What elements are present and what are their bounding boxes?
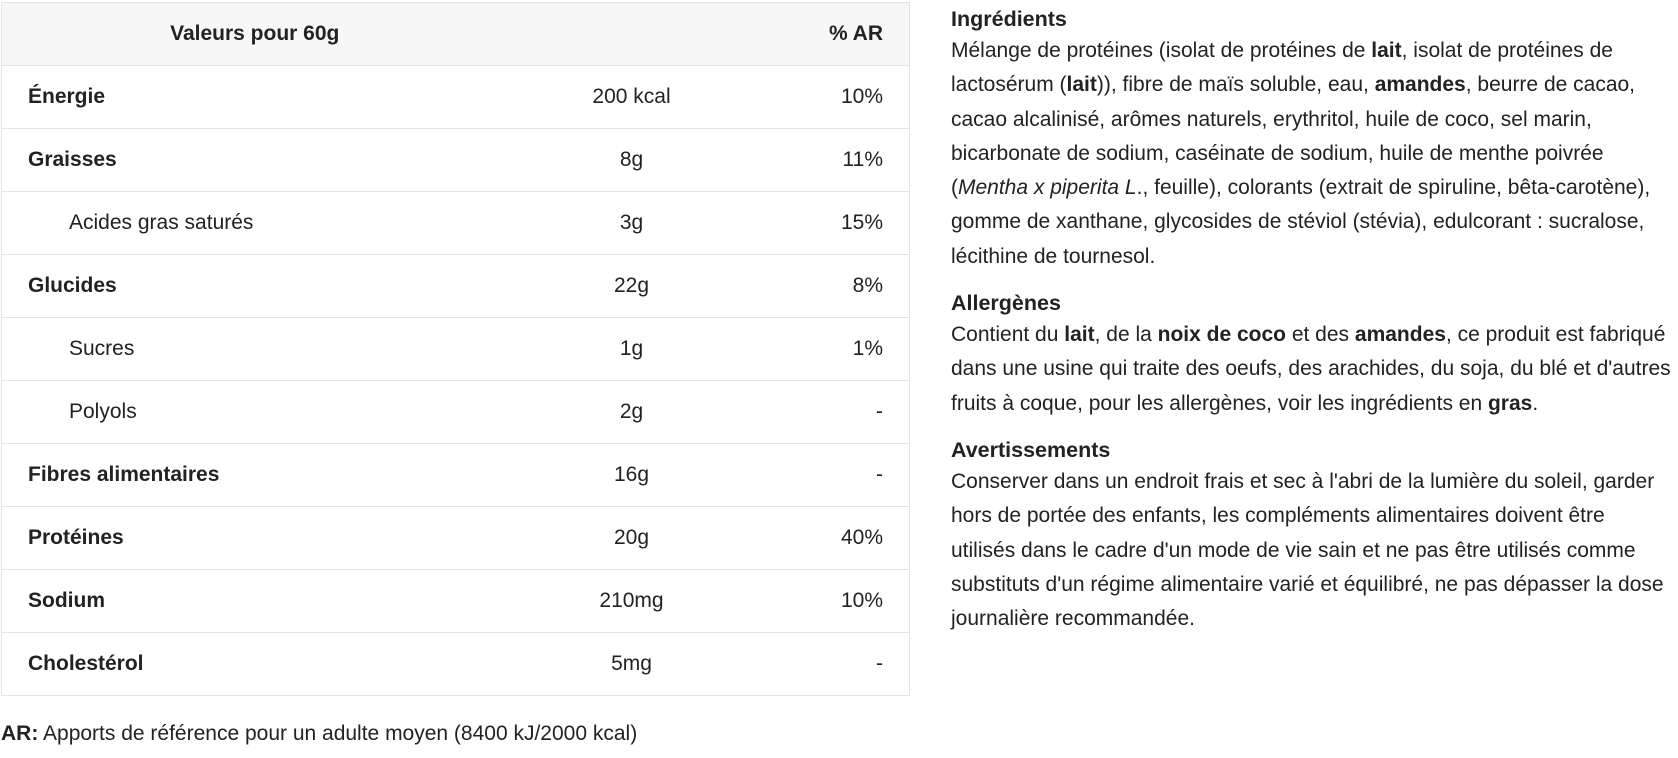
table-row-energie [2, 66, 910, 129]
nutrition-table-body [2, 66, 910, 696]
table-row-cholesterol [2, 633, 910, 696]
product-info-panel [951, 4, 1671, 650]
table-row-sodium [2, 570, 910, 633]
ingredients-text-part: , beurre de cacao, cacao alcalinisé, arômes naturels, erythritol, huile de coco, sel marin, bicarbonate de sodium, caséinate de sodium, huile de menthe poivrée ( [951, 73, 1636, 200]
row-ar: 8% [742, 255, 910, 318]
row-amount: 8g [482, 129, 742, 192]
footnote-text: Apports de référence pour un adulte moyen (8400 kJ/2000 kcal) [38, 722, 638, 745]
ingredients-bold-allergen: lait [1371, 39, 1402, 62]
row-ar: 10% [742, 66, 910, 129]
table-row-acides-gras-satures [2, 192, 910, 255]
row-amount: 1g [482, 318, 742, 381]
table-row-graisses [2, 129, 910, 192]
allergens-title: Allergènes [951, 291, 1061, 316]
allergens-text-part: . [1532, 391, 1539, 415]
row-amount: 20g [482, 507, 742, 570]
table-row-sucres [2, 318, 910, 381]
ingredients-text-part: Mélange de protéines (isolat de protéines de [951, 39, 1372, 62]
ingredients-bold-allergen: amandes [1374, 73, 1466, 97]
header-row [2, 3, 910, 66]
row-ar: 10% [742, 570, 910, 633]
footnote-label: AR: [1, 722, 39, 745]
row-amount: 3g [482, 192, 742, 255]
header-ar-label: % AR [742, 3, 910, 66]
row-ar: - [742, 444, 910, 507]
row-name: Cholestérol [28, 652, 144, 675]
row-amount: 16g [482, 444, 742, 507]
allergens-text-part: Contient du [951, 323, 1065, 347]
row-name: Fibres alimentaires [2, 444, 482, 507]
ingredients-text [951, 34, 1671, 274]
table-row-polyols [2, 381, 910, 444]
row-amount: 22g [482, 255, 742, 318]
warnings-text: Conserver dans un endroit frais et sec à l'abri de la lumière du soleil, garder hors de portée des enfants, les compléments alimentaires doivent être utilisés dans le cadre d'un mode de vie sain et ne pas être utilisés comme substituts d'un régime alimentaire varié et équilibré, ne pas dépasser la dose journalière recommandée. [951, 469, 1664, 631]
table-row-glucides [2, 255, 910, 318]
row-ar: - [876, 652, 883, 675]
row-name: Polyols [2, 381, 482, 444]
allergens-text [951, 318, 1671, 421]
allergens-bold-allergen: noix de coco [1157, 323, 1286, 347]
ingredients-bold-allergen: lait [1066, 73, 1097, 97]
row-name: Énergie [2, 66, 482, 129]
allergens-text-part: , ce produit est fabriqué dans une usine qui traite des oeufs, des arachides, du soja, du blé et d'autres fruits à coque, pour les allergènes, voir les ingrédients en [951, 323, 1671, 415]
row-name: Protéines [2, 507, 482, 570]
allergens-bold-allergen: amandes [1354, 323, 1446, 347]
row-name: Glucides [2, 255, 482, 318]
header-portion-label: Valeurs pour 60g [2, 3, 482, 66]
ingredients-text-part: )), fibre de maïs soluble, eau, [1096, 73, 1375, 97]
allergens-text-part: , de la [1094, 323, 1158, 347]
nutrition-table [1, 2, 910, 696]
table-row-fibres [2, 444, 910, 507]
ingredients-title: Ingrédients [951, 7, 1067, 31]
row-ar: 15% [742, 192, 910, 255]
ar-footnote [1, 722, 637, 746]
table-row-proteines [2, 507, 910, 570]
row-ar: - [742, 381, 910, 444]
row-ar: 11% [742, 129, 910, 192]
row-amount: 200 kcal [482, 66, 742, 129]
row-name: Acides gras saturés [2, 192, 482, 255]
allergens-text-part: et des [1286, 323, 1355, 347]
row-amount: 5mg [611, 652, 652, 675]
row-name: Sucres [2, 318, 482, 381]
allergens-bold-allergen: lait [1064, 323, 1095, 347]
header-amount-blank [482, 3, 742, 66]
ingredients-text-part: , isolat de protéines de lactosérum ( [951, 39, 1613, 97]
ingredients-text-part: ., feuille), colorants (extrait de spiruline, bêta-carotène), gomme de xanthane, glycosides de stéviol (stévia), edulcorant : sucralose, lécithine de tournesol. [951, 176, 1651, 268]
warnings-title: Avertissements [951, 437, 1111, 462]
row-name: Graisses [2, 129, 482, 192]
row-amount: 210mg [482, 570, 742, 633]
nutrition-table-header [2, 3, 910, 66]
row-amount: 2g [482, 381, 742, 444]
ingredients-italic-species: Mentha x piperita L [958, 176, 1137, 200]
row-ar: 40% [742, 507, 910, 570]
allergens-bold-word: gras [1487, 391, 1533, 415]
row-ar: 1% [742, 318, 910, 381]
row-name: Sodium [2, 570, 482, 633]
